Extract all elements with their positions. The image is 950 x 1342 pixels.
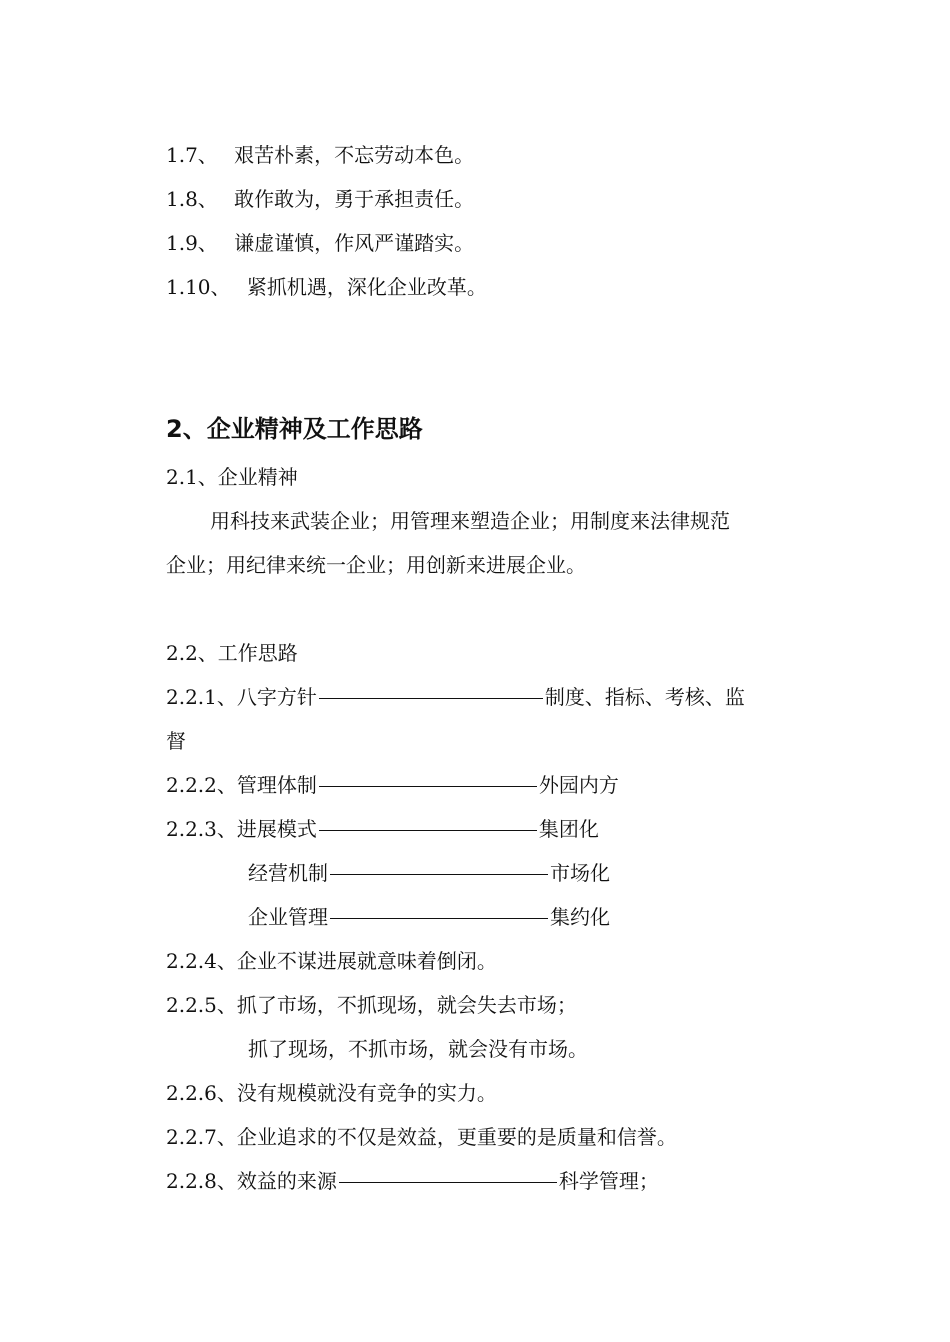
list-item — [166, 143, 474, 167]
item-label: 经营机制 — [248, 861, 328, 885]
item-number: 1.7、 — [166, 143, 218, 167]
paragraph-line: 用科技来武装企业；用管理来塑造企业；用制度来法律规范 — [210, 509, 730, 533]
subsection-title: 2.1、企业精神 — [166, 465, 298, 489]
item-number: 1.8、 — [166, 187, 218, 211]
dash-leader — [319, 786, 537, 787]
item-label: 2.2.2、管理体制 — [166, 773, 317, 797]
paragraph-line: 企业；用纪律来统一企业；用创新来进展企业。 — [166, 553, 586, 577]
item-value: 制度、指标、考核、监 — [544, 685, 745, 709]
list-item — [248, 905, 610, 929]
item-label: 企业管理 — [248, 905, 328, 929]
list-item: 2.2.6、没有规模就没有竞争的实力。 — [166, 1081, 497, 1105]
item-number: 1.10、 — [166, 275, 231, 299]
list-item — [166, 1169, 659, 1193]
item-number: 1.9、 — [166, 231, 218, 255]
list-item-continuation: 督 — [166, 729, 186, 753]
list-item — [166, 187, 474, 211]
item-text: 敢作敢为，勇于承担责任。 — [234, 187, 475, 211]
list-item — [166, 685, 745, 709]
item-text: 谦虚谨慎，作风严谨踏实。 — [234, 231, 475, 255]
list-item — [166, 773, 619, 797]
list-item: 2.2.7、企业追求的不仅是效益，更重要的是质量和信誉。 — [166, 1125, 677, 1149]
list-item — [166, 275, 487, 299]
item-label: 2.2.1、八字方针 — [166, 685, 317, 709]
item-text: 紧抓机遇，深化企业改革。 — [246, 275, 487, 299]
item-value: 科学管理； — [558, 1169, 659, 1193]
dash-leader — [330, 874, 548, 875]
list-item — [166, 231, 474, 255]
list-item-continuation: 抓了现场，不抓市场，就会没有市场。 — [248, 1037, 588, 1061]
list-item: 2.2.4、企业不谋进展就意味着倒闭。 — [166, 949, 497, 973]
list-item — [166, 817, 599, 841]
dash-leader — [339, 1182, 557, 1183]
item-label: 2.2.3、进展模式 — [166, 817, 317, 841]
item-value: 市场化 — [550, 861, 610, 885]
subsection-title: 2.2、工作思路 — [166, 641, 298, 665]
item-value: 集团化 — [538, 817, 599, 841]
section-heading: 2、企业精神及工作思路 — [166, 415, 423, 443]
dash-leader — [319, 698, 543, 699]
list-item: 2.2.5、抓了市场，不抓现场，就会失去市场； — [166, 993, 577, 1017]
list-item — [248, 861, 610, 885]
item-value: 外园内方 — [538, 773, 619, 797]
dash-leader — [330, 918, 548, 919]
item-value: 集约化 — [550, 905, 610, 929]
item-label: 2.2.8、效益的来源 — [166, 1169, 337, 1193]
item-text: 艰苦朴素，不忘劳动本色。 — [234, 143, 475, 167]
dash-leader — [319, 830, 537, 831]
